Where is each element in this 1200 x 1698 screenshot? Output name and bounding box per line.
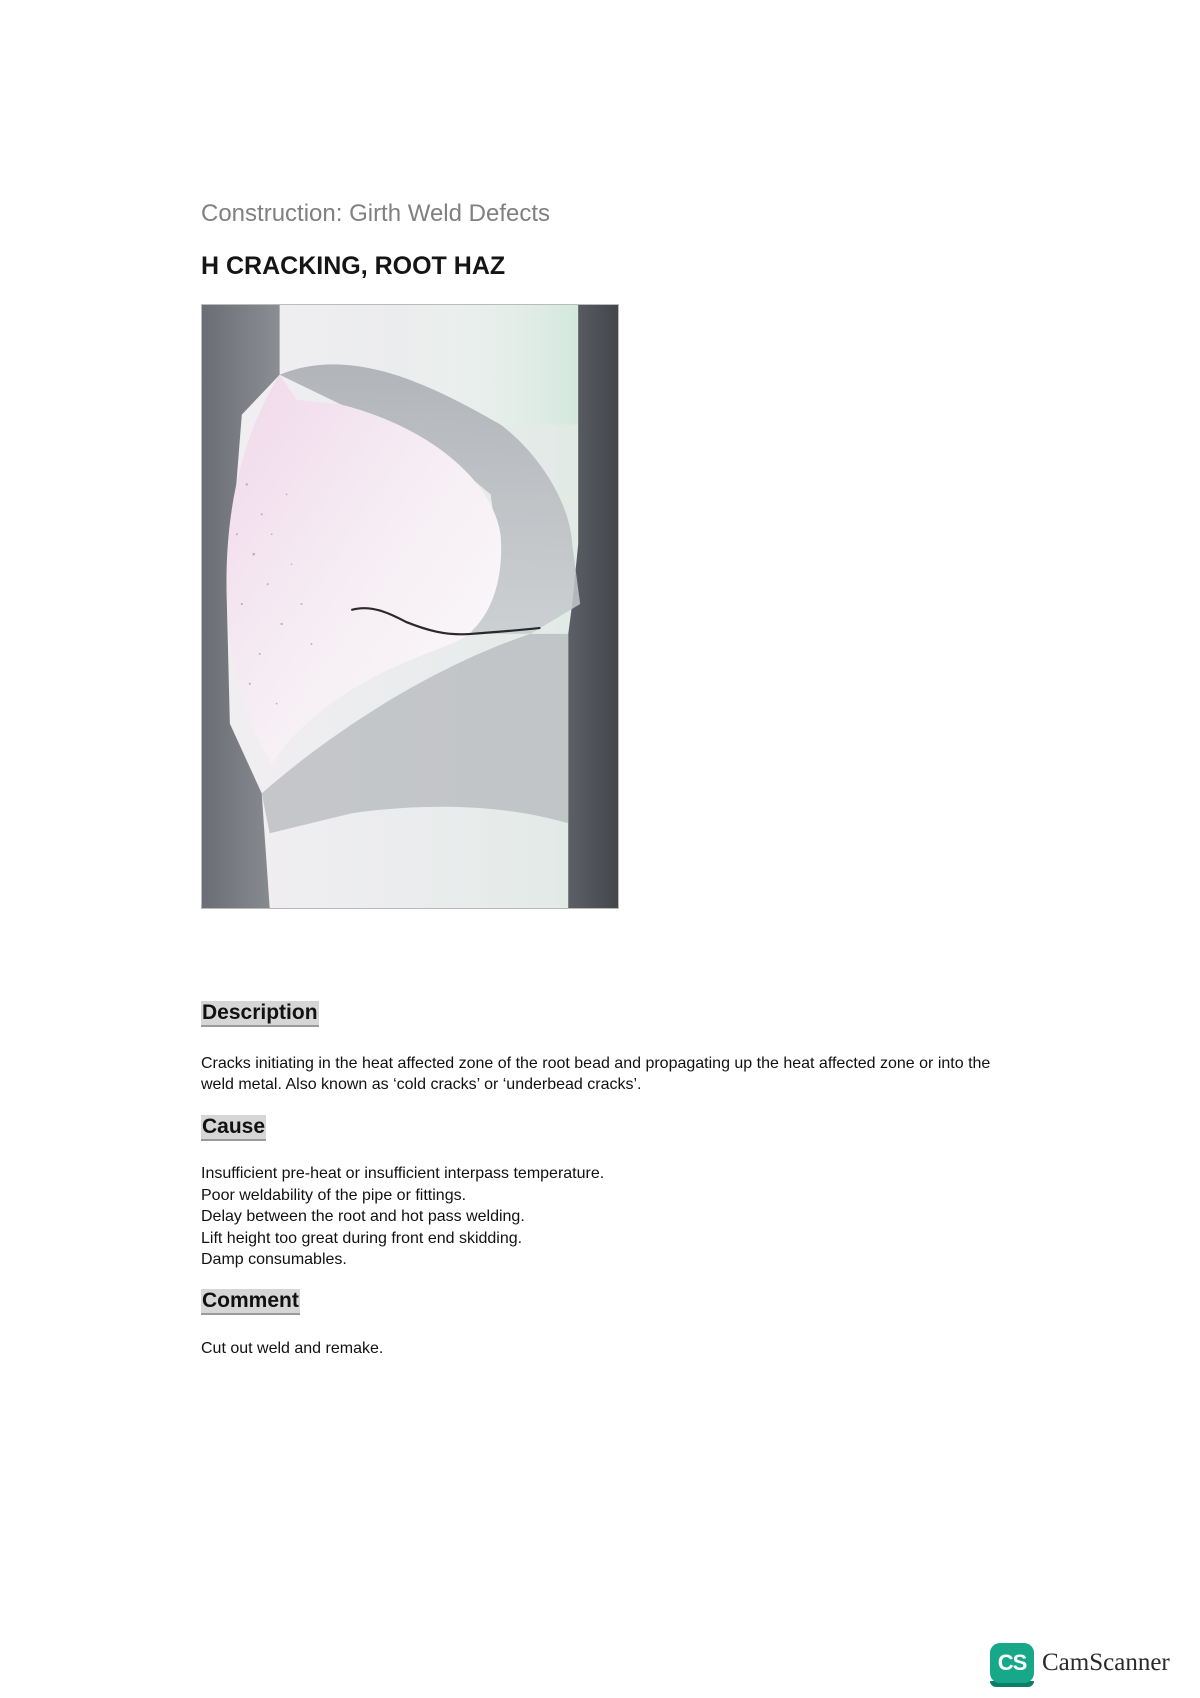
weld-cross-section-photo — [201, 304, 619, 909]
defect-title: H CRACKING, ROOT HAZ — [201, 252, 506, 280]
cause-item: Delay between the root and hot pass welding. — [201, 1208, 525, 1225]
cause-heading: Cause — [201, 1115, 266, 1141]
cause-item: Damp consumables. — [201, 1251, 347, 1268]
weld-macro-image — [202, 305, 618, 908]
camscanner-watermark — [990, 1642, 1170, 1684]
cause-item: Poor weldability of the pipe or fittings. — [201, 1186, 467, 1204]
camscanner-logo-icon — [990, 1643, 1034, 1683]
section-title: Construction: Girth Weld Defects — [201, 200, 551, 227]
cause-item: Insufficient pre-heat or insufficient interpass temperature. — [201, 1165, 605, 1182]
comment-text: Cut out weld and remake. — [201, 1340, 384, 1357]
camscanner-name: CamScanner — [1042, 1649, 1170, 1676]
cause-list — [201, 1163, 604, 1271]
cause-item: Lift height too great during front end skidding. — [201, 1229, 523, 1247]
description-heading: Description — [201, 1001, 319, 1027]
camscanner-badge-text: CS — [997, 1650, 1027, 1675]
description-text: Cracks initiating in the heat affected zone of the root bead and propagating up the heat affected zone or into the weld metal. Also known as ‘cold cracks’ or ‘underbead cracks’. — [201, 1055, 991, 1093]
comment-heading: Comment — [201, 1289, 300, 1315]
